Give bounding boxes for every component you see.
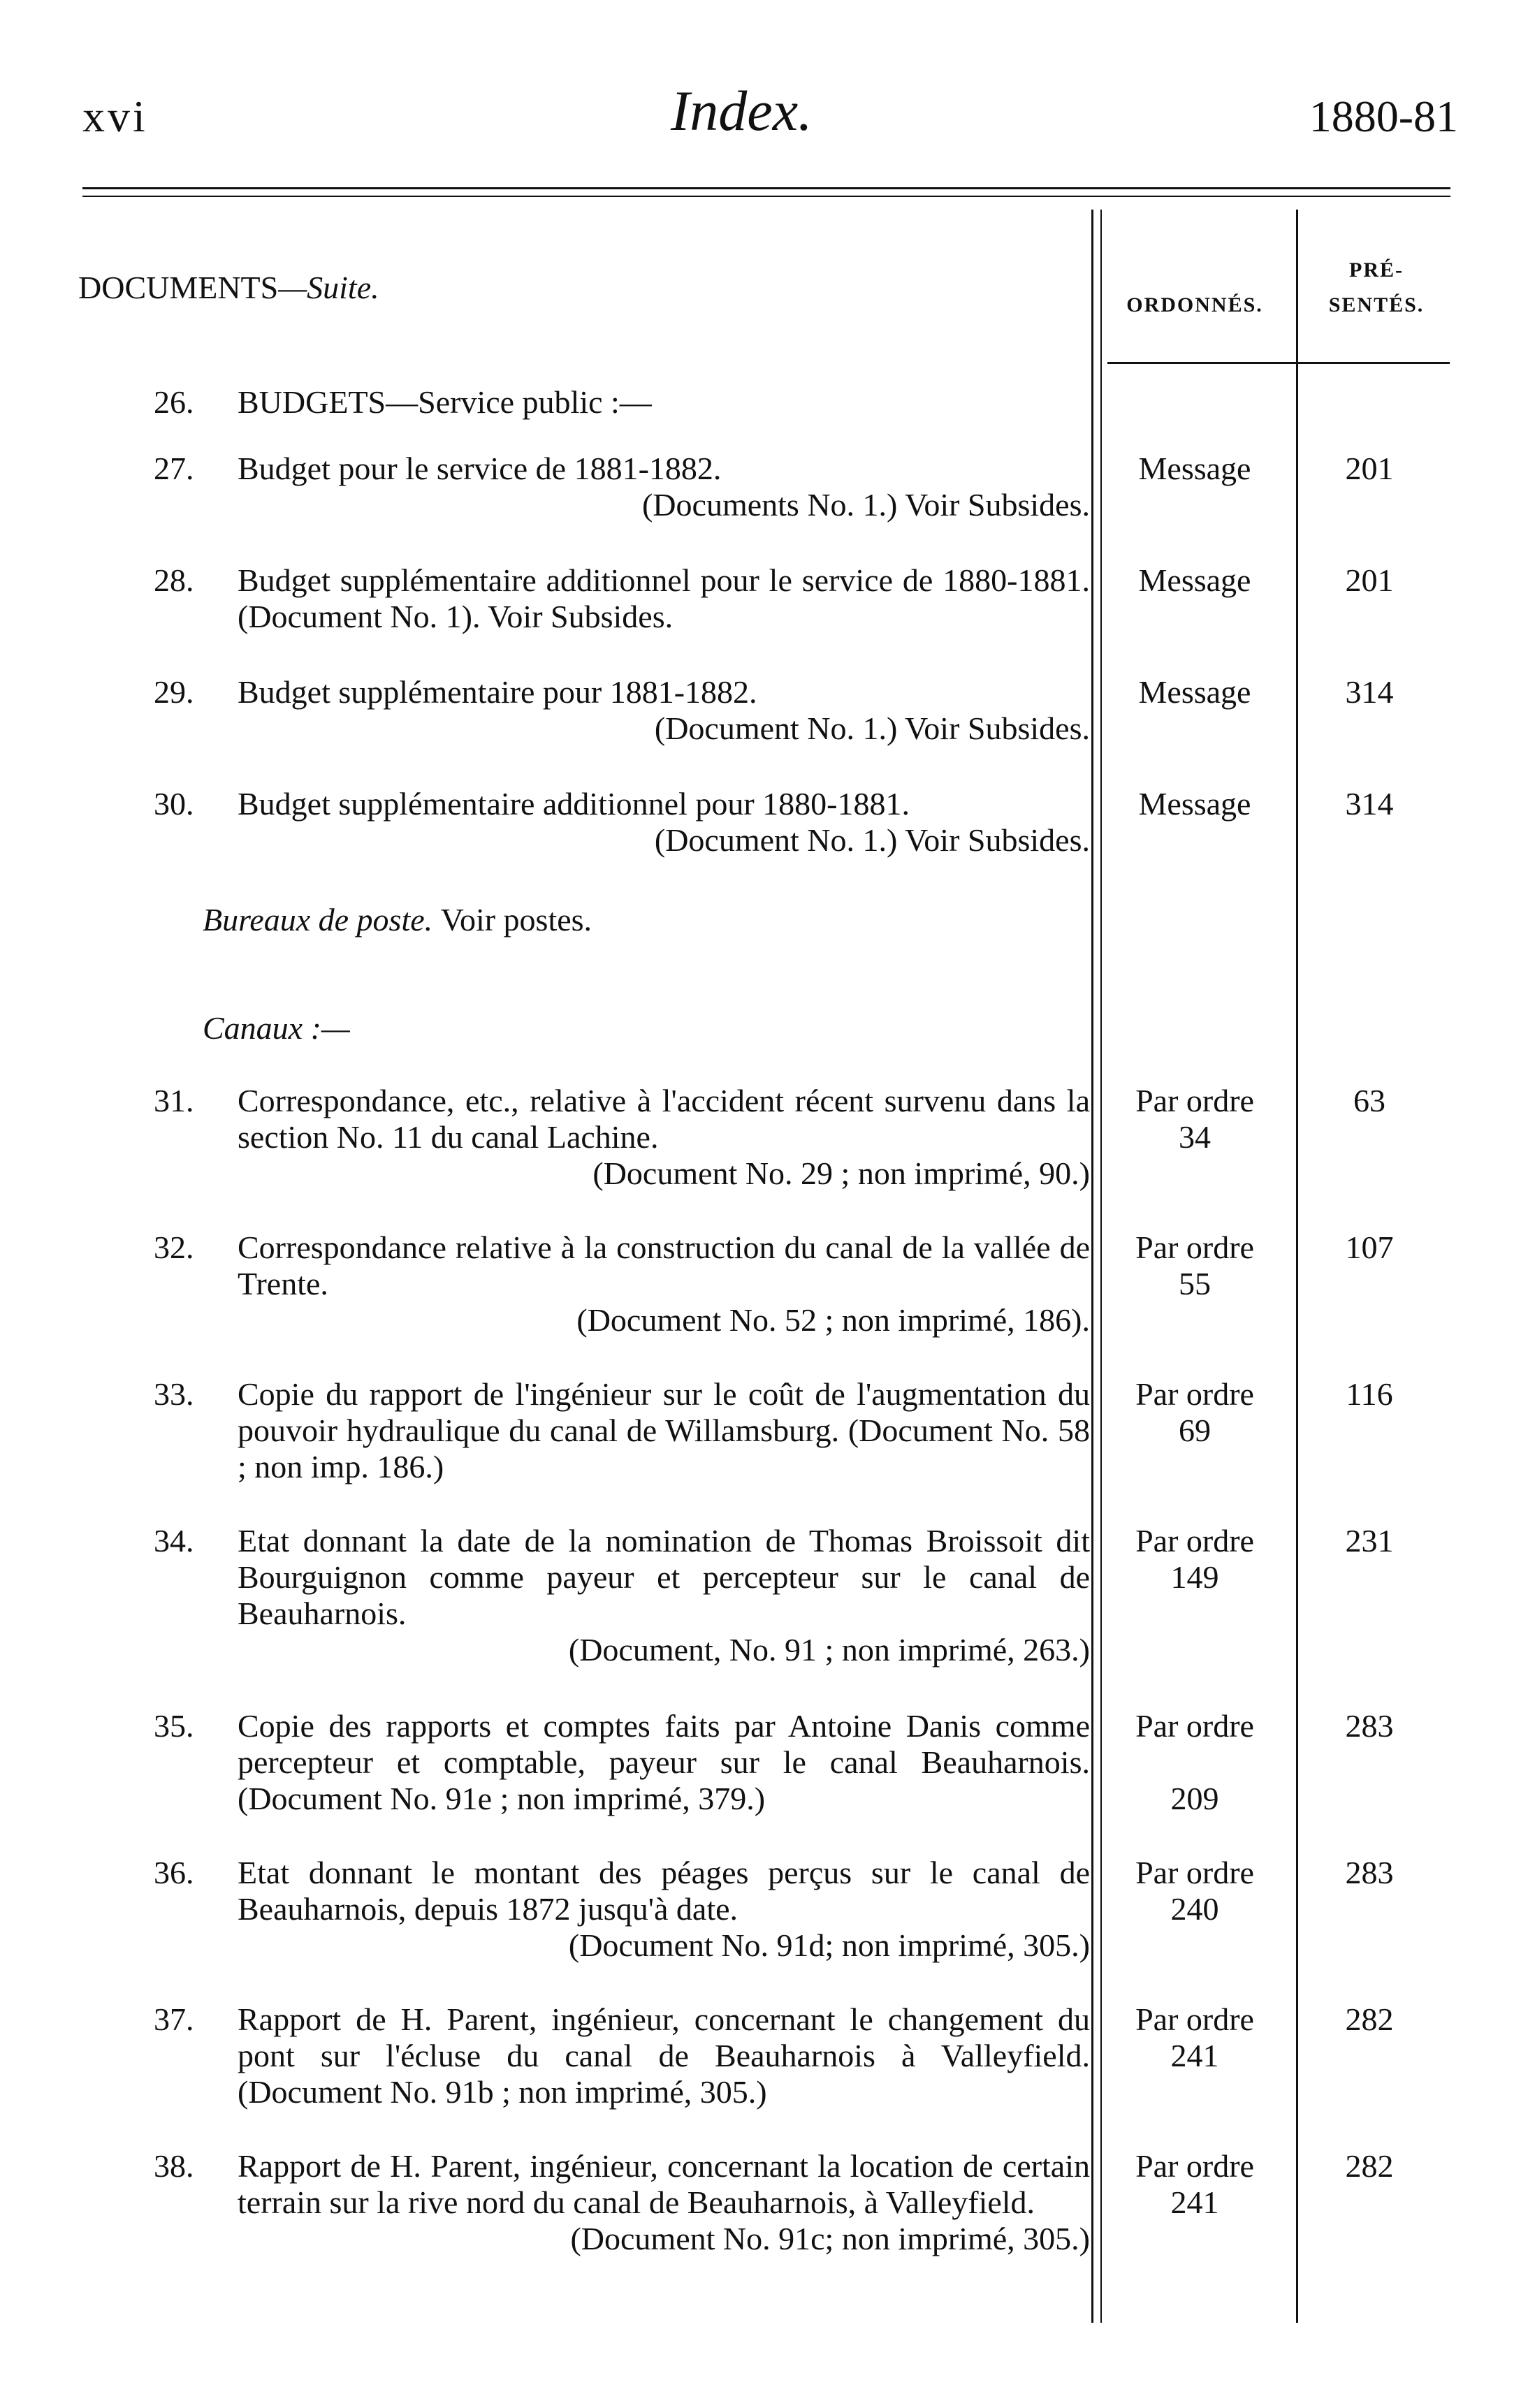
session-years: 1880-81 [1309,92,1458,141]
ordered-value [1107,1855,1282,1927]
list-item [154,1523,1090,1668]
ordered-number: 34 [1179,1119,1211,1155]
ordered-value: Message [1138,562,1251,598]
entry-text: Correspondance relative à la construction du canal de la vallée de Trente. [238,1229,1090,1301]
entry-text: Budget supplémentaire additionnel pour 1880-1881. [238,786,910,822]
entry-text: Etat donnant le montant des péages perçus sur le canal de Beauharnois, depuis 1872 jusqu'à date. [238,1855,1090,1927]
entry-text: Budget supplémentaire pour 1881-1882. [238,674,757,710]
entry-reference: (Document No. 91c; non imprimé, 305.) [570,2221,1090,2256]
presented-value: 201 [1345,451,1394,486]
entry-reference: (Document No. 1.) Voir Subsides. [654,710,1090,746]
ordered-value [1107,1708,1282,1817]
list-item [154,786,1090,859]
ordered-value [1107,2148,1282,2221]
ordered-label: Par ordre [1135,1229,1254,1265]
entry-number: 28. [154,562,194,598]
ordered-value [1107,1229,1282,1302]
header-rule-top [82,187,1450,189]
ordered-label: Par ordre [1135,2001,1254,2037]
subheading-bureaux-title: Bureaux de poste. [203,902,433,937]
entry-text: Budget supplémentaire additionnel pour le service de 1880-1881. (Document No. 1). Voir Subsides. [238,562,1090,634]
ordered-value [1107,1523,1282,1596]
presented-value: 282 [1345,2148,1394,2184]
column-header-rule [1107,362,1450,364]
section-suffix: —Suite. [278,270,379,305]
entry-number: 29. [154,674,194,710]
entry-number: 35. [154,1708,194,1744]
presented-value: 283 [1345,1855,1394,1890]
presented-value: 116 [1346,1376,1393,1412]
subheading-bureaux-ref: Voir postes. [440,902,592,937]
list-item [154,2148,1090,2257]
entry-number: 32. [154,1229,194,1265]
presented-value: 283 [1345,1708,1394,1744]
entry-text: Copie des rapports et comptes faits par Antoine Danis comme percepteur et comptable, payeur sur le canal Beauharnois. (Document No. 91e ; non imprimé, 379.) [238,1708,1090,1816]
ordered-value [1107,2001,1282,2074]
list-item [154,1708,1090,1817]
presented-value: 201 [1345,562,1394,598]
column-divider-right [1296,210,1298,2323]
entry-text: Etat donnant la date de la nomination de Thomas Broissoit dit Bourguignon comme payeur et percepteur sur le canal de Beauharnois. [238,1523,1090,1631]
ordered-label: Par ordre [1135,1083,1254,1118]
entry-text: Rapport de H. Parent, ingénieur, concernant la location de certain terrain sur la rive nord du canal de Beauharnois, à Valleyfield. [238,2148,1090,2220]
presented-value: 107 [1345,1229,1394,1265]
ordered-value [1107,1083,1282,1155]
presented-value: 314 [1345,674,1394,710]
ordered-number: 209 [1170,1781,1219,1816]
ordered-value: Message [1138,674,1251,710]
entry-text: Rapport de H. Parent, ingénieur, concernant le changement du pont sur l'écluse du canal de Beauharnois à Valleyfield. (Document No. 91b ; non imprimé, 305.) [238,2001,1090,2110]
entry-reference: (Document No. 91d; non imprimé, 305.) [568,1927,1090,1963]
ordered-label: Par ordre [1135,1855,1254,1890]
subheading-bureaux [203,901,592,938]
entry-reference: (Document No. 29 ; non imprimé, 90.) [592,1155,1090,1191]
column-header-presented-line1: PRÉ- [1349,258,1404,282]
ordered-number: 240 [1170,1891,1219,1927]
list-item [154,674,1090,747]
column-divider-left [1091,210,1093,2323]
entry-number: 34. [154,1523,194,1559]
subheading-canaux: Canaux :— [203,1010,350,1046]
entry-number: 37. [154,2001,194,2037]
entry-text: Copie du rapport de l'ingénieur sur le coût de l'augmentation du pouvoir hydraulique du canal de Willamsburg. (Document No. 58 ; non imp. 186.) [238,1376,1090,1484]
ordered-label: Par ordre [1135,1708,1254,1744]
section-title: DOCUMENTS [78,270,279,305]
entry-number: 33. [154,1376,194,1412]
ordered-label: Par ordre [1135,2148,1254,2184]
entry-number: 31. [154,1083,194,1118]
presented-value: 231 [1345,1523,1394,1559]
entry-number: 36. [154,1855,194,1890]
entry-reference: (Document No. 52 ; non imprimé, 186). [576,1302,1090,1338]
ordered-number: 55 [1179,1266,1211,1301]
list-item [154,562,1090,635]
entry-number: 26. [154,384,194,420]
list-item [154,1855,1090,1964]
list-item [154,1083,1090,1192]
ordered-value: Message [1138,786,1251,822]
presented-value: 314 [1345,786,1394,822]
list-item [154,384,1090,421]
entry-text: BUDGETS—Service public :— [238,384,652,420]
section-heading [78,269,379,306]
entry-reference: (Documents No. 1.) Voir Subsides. [641,487,1090,523]
ordered-label: Par ordre [1135,1523,1254,1559]
page-title: Index. [671,79,813,143]
column-header-ordered: ORDONNÉS. [1126,293,1263,316]
ordered-number: 241 [1170,2184,1219,2220]
entry-text: Budget pour le service de 1881-1882. [238,451,722,486]
list-item [154,451,1090,523]
entry-text: Correspondance, etc., relative à l'accident récent survenu dans la section No. 11 du canal Lachine. [238,1083,1090,1155]
ordered-number: 69 [1179,1413,1211,1448]
ordered-label: Par ordre [1135,1376,1254,1412]
column-header-presented-line2: SENTÉS. [1328,293,1425,316]
list-item [154,2001,1090,2110]
ordered-value [1107,1376,1282,1449]
column-divider-left-double [1100,210,1102,2323]
ordered-value: Message [1138,451,1251,486]
entry-number: 27. [154,451,194,486]
ordered-number: 149 [1170,1559,1219,1595]
entry-number: 38. [154,2148,194,2184]
ordered-number: 241 [1170,2038,1219,2073]
list-item [154,1229,1090,1338]
entry-reference: (Document, No. 91 ; non imprimé, 263.) [568,1632,1090,1668]
entry-reference: (Document No. 1.) Voir Subsides. [654,822,1090,858]
list-item [154,1376,1090,1485]
presented-value: 63 [1353,1083,1385,1118]
entry-number: 30. [154,786,194,822]
presented-value: 282 [1345,2001,1394,2037]
page-number: xvi [82,92,148,141]
header-rule-bottom [82,196,1450,197]
